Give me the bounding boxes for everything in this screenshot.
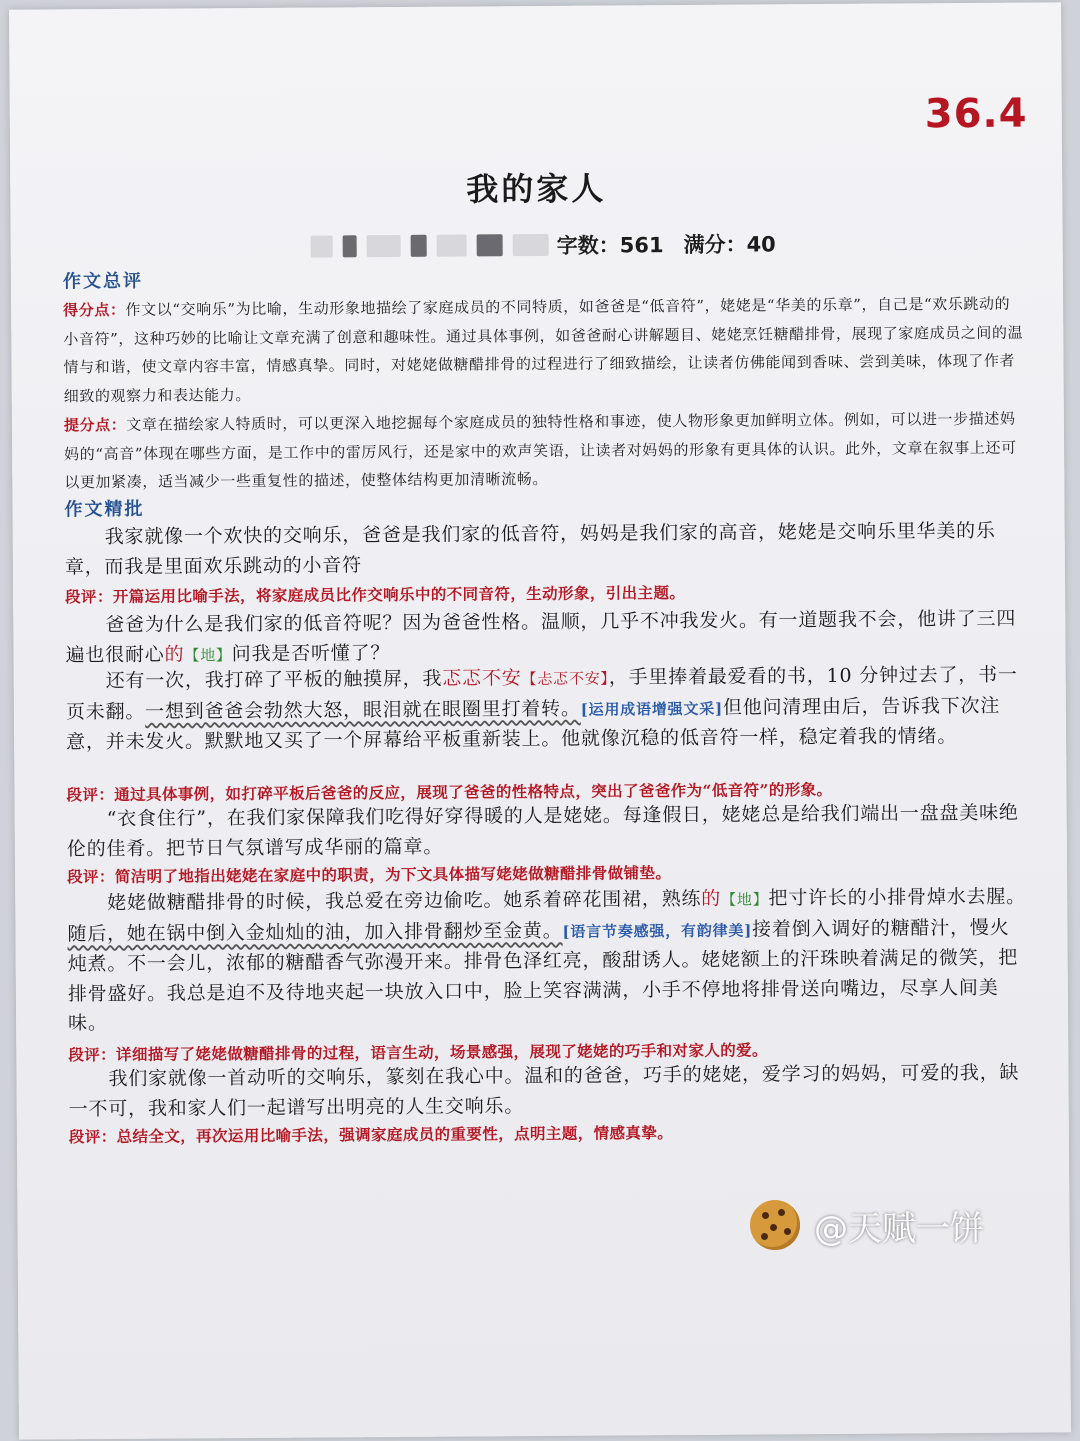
comment-2: 段评：通过具体事例，如打碎平板后爸爸的反应，展现了爸爸的性格特点，突出了爸爸作为“低音符”的形象。: [66, 779, 833, 805]
correction: 【地】: [184, 645, 232, 664]
full-score: 满分：40: [683, 232, 776, 257]
margin-note: [运用成语增强文采]: [580, 699, 723, 719]
summary-points: [63, 290, 1024, 411]
highlight-sentence: 随后，她在锅中倒入金灿灿的油，加入排骨翻炒至金黄。: [67, 919, 563, 945]
meta-line: [311, 228, 776, 261]
improve-label: 提分点：: [63, 415, 127, 435]
comment-3: 段评：简洁明了地指出姥姥在家庭中的职责，为下文具体描写姥姥做糖醋排骨做铺垫。: [67, 863, 672, 887]
redacted-name: [311, 234, 549, 258]
correction: 【忐忑不安】: [521, 669, 609, 689]
points-label: 得分点：: [63, 300, 126, 320]
review-heading: 作文精批: [64, 498, 145, 521]
summary-heading: 作文总评: [62, 270, 143, 293]
margin-note: [语言节奏感强，有韵律美]: [562, 921, 753, 941]
paragraph-2: 爸爸为什么是我们家的低音符呢？因为爸爸性格。温顺，几乎不冲我发火。有一道题我不会，他讲了三四遍也很耐心的【地】问我是否听懂了？: [65, 607, 1017, 666]
comment-5: 段评：总结全文，再次运用比喻手法，强调家庭成员的重要性，点明主题，情感真挚。: [68, 1123, 674, 1147]
improve-text: 文章在描绘家人特质时，可以更深入地挖掘每个家庭成员的独特性格和事迹，使人物形象更加鲜明立体。例如，可以进一步描述妈妈的“高音”体现在哪些方面，是工作中的雷厉风行，还是家中的欢声笑语，让读者对妈妈的形象有更具体的认识。此外，文章在叙事上还可以更加紧凑，适当减少一些重复性的描述，使整体结构更加清晰流畅。: [64, 409, 1017, 492]
word-count: 字数：561: [556, 233, 664, 258]
summary-improve: [64, 405, 1025, 497]
wrong-word: 的: [164, 642, 185, 666]
paragraph-1: 我家就像一个欢快的交响乐，爸爸是我们家的低音符，妈妈是我们家的高音，姥姥是交响乐里华美的乐章，而我是里面欢乐跳动的小音符: [64, 519, 996, 578]
wrong-word: 的: [701, 887, 722, 910]
comment-1: 段评：开篇运用比喻手法，将家庭成员比作交响乐中的不同音符，生动形象，引出主题。: [65, 582, 686, 607]
score: 36.4: [924, 90, 1028, 138]
paragraph-4: “衣食住行”，在我们家保障我们吃得好穿得暖的人是姥姥。每逢假日，姥姥总是给我们端出一盘盘美味绝伦的佳肴。把节日气氛谱写成华丽的篇章。: [66, 801, 1019, 860]
watermark: [750, 1200, 984, 1250]
wrong-word: 忑忑不安: [442, 667, 522, 690]
highlight-sentence: 一想到爸爸会勃然大怒，眼泪就在眼圈里打着转。: [145, 697, 581, 723]
points-text: 作文以“交响乐”为比喻，生动形象地描绘了家庭成员的不同特质，如爸爸是“低音符”，姥姥是“华美的乐章”，自己是“欢乐跳动的小音符”，这种巧妙的比喻让文章充满了创意和趣味性。通过具体事例，如爸爸耐心讲解题目、姥姥烹饪糖醋排骨，展现了家庭成员之间的温情与和谐，使文章内容丰富，情感真挚。同时，对姥姥做糖醋排骨的过程进行了细致描绘，让读者仿佛能闻到香味、尝到美味，体现了作者细致的观察力和表达能力。: [63, 294, 1024, 405]
paragraph-5: 姥姥做糖醋排骨的时候，我总爱在旁边偷吃。她系着碎花围裙，熟练的【地】把寸许长的小排骨焯水去腥。随后，她在锅中倒入金灿灿的油，加入排骨翻炒至金黄。[语言节奏感强，有韵律美]接着倒入调好的糖醋汁，慢火炖煮。不一会儿，浓郁的糖醋香气弥漫开来。排骨色泽红亮，酸甜诱人。姥姥额上的汗珠映着满足的微笑，把排骨盛好。我总是迫不及待地夹起一块放入口中，脸上笑容满满，小手不停地将排骨送向嘴边，尽享人间美味。: [67, 885, 1026, 1035]
correction: 【地】: [721, 890, 769, 909]
cookie-icon: [750, 1200, 800, 1250]
paragraph-6: 我们家就像一首动听的交响乐，篆刻在我心中。温和的爸爸，巧手的姥姥，爱学习的妈妈，可爱的我，缺一不可，我和家人们一起谱写出明亮的人生交响乐。: [68, 1061, 1020, 1120]
watermark-text: @天赋一饼: [814, 1208, 984, 1249]
paragraph-3: 还有一次，我打碎了平板的触摸屏，我忑忑不安【忐忑不安】，手里捧着最爱看的书，10 分钟过去了，书一页未翻。一想到爸爸会勃然大怒，眼泪就在眼圈里打着转。[运用成语增强文采]但他问清理由后，告诉我下次注意，并未发火。默默地又买了一个屏幕给平板重新装上。他就像沉稳的低音符一样，稳定着我的情绪。: [65, 663, 1018, 754]
comment-4: 段评：详细描写了姥姥做糖醋排骨的过程，语言生动，场景感强，展现了姥姥的巧手和对家人的爱。: [68, 1040, 768, 1065]
essay-title: 我的家人: [466, 169, 607, 209]
